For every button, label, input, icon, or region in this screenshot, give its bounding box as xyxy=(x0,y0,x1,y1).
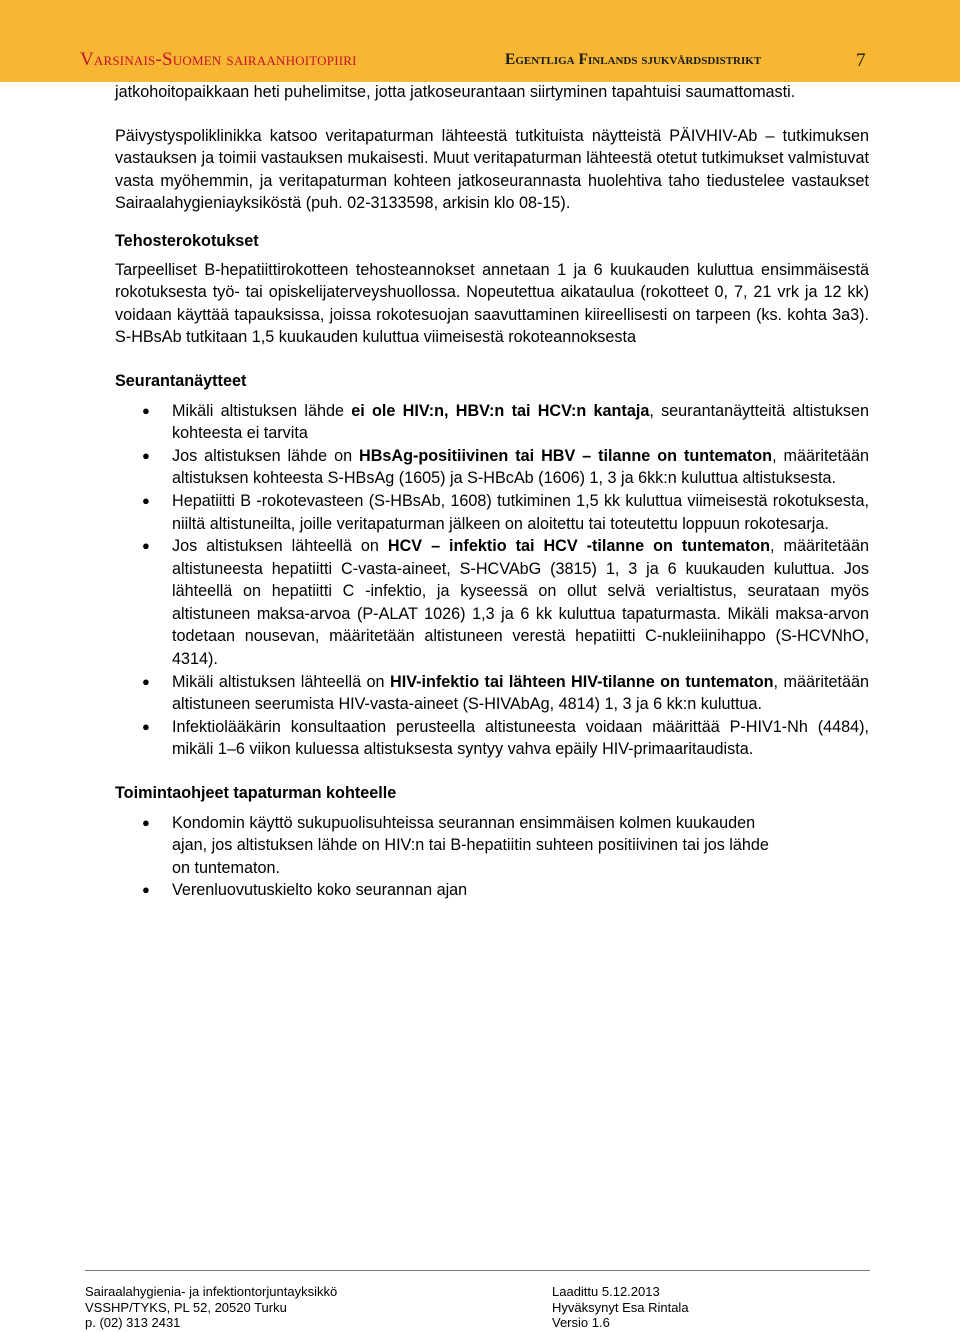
bullet-icon: ● xyxy=(142,882,150,898)
heading-booster-vaccinations: Tehosterokotukset xyxy=(115,231,259,250)
footer-version: Versio 1.6 xyxy=(552,1315,610,1330)
list-item: ● Kondomin käyttö sukupuolisuhteissa seurannan ensimmäisen kolmen kuukauden ajan, jos altistuksen lähde on HIV:n tai B-hepatiitin suhteen positiivinen tai jos lähde on tuntematon. xyxy=(142,813,769,877)
header-org-finnish: Varsinais-Suomen sairaanhoitopiiri xyxy=(80,49,357,70)
list-item: ● Infektiolääkärin konsultaation perusteella altistuneesta voidaan määrittää P-HIV1-Nh (4484), mikäli 1–6 viikon kuluessa altistuksesta syntyy vahva epäily HIV-primaaritaudista. xyxy=(142,717,869,759)
bullet-icon: ● xyxy=(142,814,150,830)
document-body xyxy=(115,81,869,902)
bullet-icon: ● xyxy=(142,447,150,463)
footer-left xyxy=(85,1284,337,1331)
paragraph-continuation: jatkohoitopaikkaan heti puhelimitse, jotta jatkoseurantaan siirtyminen tapahtuisi saumattomasti. xyxy=(115,83,796,101)
bullet-icon: ● xyxy=(142,718,150,734)
list-item: ● Jos altistuksen lähteellä on HCV – infektio tai HCV -tilanne on tuntematon, määritetään altistuneesta hepatiitti C-vasta-aineet, S-HCVAbG (3815) 1, 3 ja 6 kuukauden kuluttua. Jos lähteellä on hepatiitti C -infektio, ja kyseessä on ollut selvä verialtistus, seurataan myös altistuneen maksa-arvoa (P-ALAT 1026) 1,3 ja 6 kk kuluttua tapaturmasta. Mikäli maksa-arvon todetaan nousevan, määritetään altistuneen verestä hepatiitti C-nukleiinihappo (S-HCVNhO, 4314). xyxy=(142,537,869,669)
footer-phone: p. (02) 313 2431 xyxy=(85,1315,181,1330)
bullet-icon: ● xyxy=(142,492,150,508)
bullet-icon: ● xyxy=(142,538,150,554)
footer-right xyxy=(552,1284,689,1331)
bullet-icon: ● xyxy=(142,402,150,418)
list-item: ● Mikäli altistuksen lähde ei ole HIV:n, HBV:n tai HCV:n kantaja, seurantanäytteitä altistuksen kohteesta ei tarvita xyxy=(142,401,870,443)
follow-up-list xyxy=(115,400,869,762)
heading-instructions: Toimintaohjeet tapaturman kohteelle xyxy=(115,784,397,803)
page-number: 7 xyxy=(856,50,866,71)
heading-follow-up-samples: Seurantanäytteet xyxy=(115,371,247,390)
paragraph-emergency-clinic: Päivystyspoliklinikka katsoo veritapaturman lähteestä tutkituista näytteistä PÄIVHIV-Ab – tutkimuksen vastauksen ja toimii vastauksen mukaisesti. Muut veritapaturman lähteestä otetut tutkimukset valmistuvat vasta myöhemmin, ja veritapaturman kohteen jatkoseurannasta huolehtiva taho tiedustelee vastaukset Sairaalahygieniayksiköstä (puh. 02-3133598, arkisin klo 08-15). xyxy=(115,126,869,213)
list-item: ● Jos altistuksen lähde on HBsAg-positiivinen tai HBV – tilanne on tuntematon, määritetään altistuksen kohteesta S-HBsAg (1605) ja S-HBcAb (1606) 1, 3 ja 6kk:n kuluttua altistuksesta. xyxy=(142,446,869,488)
instructions-list xyxy=(115,812,785,902)
paragraph-booster: Tarpeelliset B-hepatiittirokotteen tehosteannokset annetaan 1 ja 6 kuukauden kuluttua ensimmäisestä rokotuksesta työ- tai opiskelijaterveyshuollossa. Nopeutettua aikataulua (rokotteet 0, 7, 21 vrk ja 12 kk) voidaan käyttää tapauksissa, joissa rokotesuojan saavuttaminen kiireellisesti on tarpeen (ks. kohta 3a3). S-HBsAb tutkitaan 1,5 kuukauden kuluttua viimeisestä rokoteannoksesta xyxy=(115,260,869,347)
footer-address: VSSHP/TYKS, PL 52, 20520 Turku xyxy=(85,1299,287,1315)
bullet-icon: ● xyxy=(142,673,150,689)
list-item: ● Mikäli altistuksen lähteellä on HIV-infektio tai lähteen HIV-tilanne on tuntematon, määritetään altistuneen seerumista HIV-vasta-aineet (S-HIVAbAg, 4814) 1, 3 ja 6 kk:n kuluttua. xyxy=(142,672,869,714)
list-item: ● Hepatiitti B -rokotevasteen (S-HBsAb, 1608) tutkiminen 1,5 kk kuluttua viimeisestä rokotuksesta, niiltä altistuneilta, joille veritapaturman jälkeen on aloitettu tai toteutettu loppuun rokotesarja. xyxy=(142,491,869,533)
header-org-swedish: Egentliga Finlands sjukvårdsdistrikt xyxy=(505,51,762,68)
footer-divider xyxy=(85,1270,870,1271)
footer-unit: Sairaalahygienia- ja infektiontorjuntayksikkö xyxy=(85,1284,338,1299)
footer-created: Laadittu 5.12.2013 xyxy=(552,1284,660,1299)
page-header xyxy=(0,0,960,82)
footer-approved: Hyväksynyt Esa Rintala xyxy=(552,1299,689,1315)
list-item: ● Verenluovutuskielto koko seurannan ajan xyxy=(115,879,785,902)
